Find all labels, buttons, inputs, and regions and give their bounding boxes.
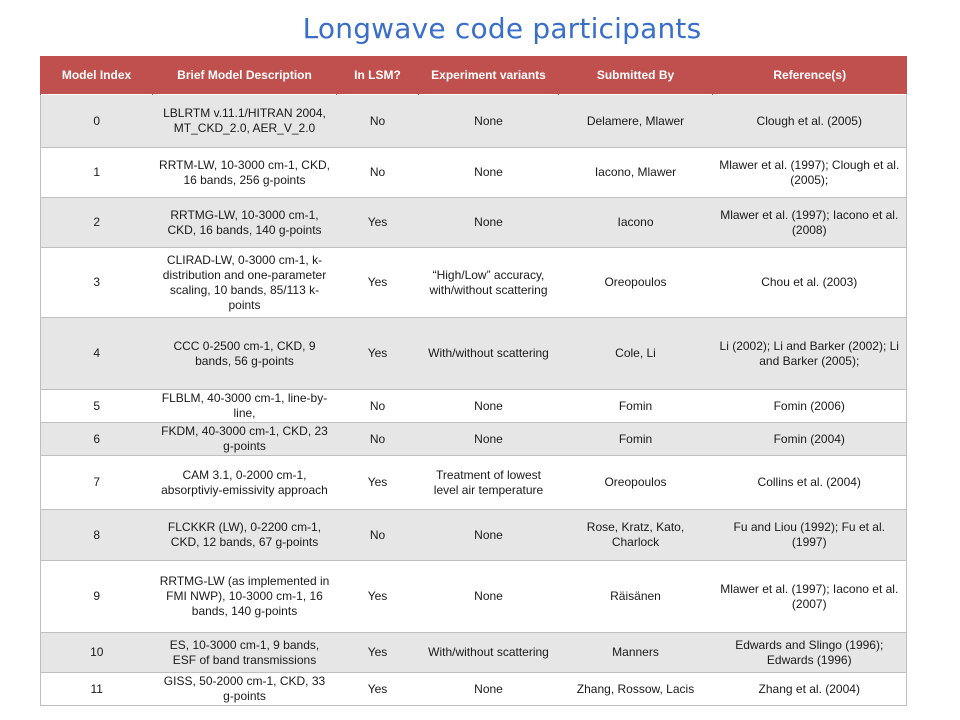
cell-submitted-by: Manners — [559, 633, 713, 673]
cell-references: Li (2002); Li and Barker (2002); Li and Barker (2005); — [713, 318, 907, 390]
cell-model-index: 7 — [41, 456, 153, 510]
cell-model-index: 5 — [41, 390, 153, 423]
cell-model-index: 3 — [41, 248, 153, 318]
cell-model-description: FLBLM, 40-3000 cm-1, line-by-line, — [153, 390, 337, 423]
table-row — [41, 95, 907, 148]
cell-experiment-variants: None — [419, 673, 559, 706]
cell-references: Fu and Liou (1992); Fu et al. (1997) — [713, 510, 907, 561]
table-row — [41, 318, 907, 390]
cell-model-description: FKDM, 40-3000 cm-1, CKD, 23 g-points — [153, 423, 337, 456]
cell-references: Edwards and Slingo (1996); Edwards (1996) — [713, 633, 907, 673]
cell-submitted-by: Rose, Kratz, Kato, Charlock — [559, 510, 713, 561]
column-header-submitted-by: Submitted By — [559, 56, 713, 95]
cell-submitted-by: Delamere, Mlawer — [559, 95, 713, 148]
cell-in-lsm: Yes — [337, 198, 419, 248]
table-row — [41, 148, 907, 198]
cell-in-lsm: No — [337, 510, 419, 561]
table-row — [41, 423, 907, 456]
cell-experiment-variants: None — [419, 561, 559, 633]
cell-in-lsm: Yes — [337, 248, 419, 318]
cell-references: Mlawer et al. (1997); Iacono et al. (2008) — [713, 198, 907, 248]
table-row — [41, 248, 907, 318]
cell-experiment-variants: None — [419, 510, 559, 561]
cell-submitted-by: Fomin — [559, 390, 713, 423]
table-row — [41, 390, 907, 423]
cell-model-index: 1 — [41, 148, 153, 198]
cell-in-lsm: No — [337, 423, 419, 456]
cell-model-description: RRTM-LW, 10-3000 cm-1, CKD, 16 bands, 256 g-points — [153, 148, 337, 198]
cell-experiment-variants: None — [419, 148, 559, 198]
cell-references: Mlawer et al. (1997); Clough et al. (2005); — [713, 148, 907, 198]
cell-experiment-variants: None — [419, 423, 559, 456]
cell-in-lsm: No — [337, 390, 419, 423]
page-title: Longwave code participants — [302, 12, 702, 45]
cell-model-description: RRTMG-LW (as implemented in FMI NWP), 10-3000 cm-1, 16 bands, 140 g-points — [153, 561, 337, 633]
cell-submitted-by: Iacono, Mlawer — [559, 148, 713, 198]
table-row — [41, 456, 907, 510]
table-row — [41, 198, 907, 248]
table-row — [41, 510, 907, 561]
table-row — [41, 673, 907, 706]
cell-submitted-by: Oreopoulos — [559, 248, 713, 318]
cell-in-lsm: Yes — [337, 673, 419, 706]
cell-submitted-by: Iacono — [559, 198, 713, 248]
cell-submitted-by: Fomin — [559, 423, 713, 456]
cell-model-description: CCC 0-2500 cm-1, CKD, 9 bands, 56 g-points — [153, 318, 337, 390]
cell-model-index: 4 — [41, 318, 153, 390]
cell-references: Zhang et al. (2004) — [713, 673, 907, 706]
cell-submitted-by: Zhang, Rossow, Lacis — [559, 673, 713, 706]
cell-experiment-variants: None — [419, 198, 559, 248]
column-header-references: Reference(s) — [713, 56, 907, 95]
cell-model-index: 0 — [41, 95, 153, 148]
column-header-model-index: Model Index — [41, 56, 153, 95]
table-row — [41, 561, 907, 633]
cell-model-description: CLIRAD-LW, 0-3000 cm-1, k-distribution and one-parameter scaling, 10 bands, 85/113 k-points — [153, 248, 337, 318]
cell-model-description: GISS, 50-2000 cm-1, CKD, 33 g-points — [153, 673, 337, 706]
cell-references: Collins et al. (2004) — [713, 456, 907, 510]
column-header-description: Brief Model Description — [153, 56, 337, 95]
cell-model-index: 2 — [41, 198, 153, 248]
cell-model-description: RRTMG-LW, 10-3000 cm-1, CKD, 16 bands, 140 g-points — [153, 198, 337, 248]
cell-experiment-variants: With/without scattering — [419, 318, 559, 390]
cell-in-lsm: Yes — [337, 318, 419, 390]
cell-references: Clough et al. (2005) — [713, 95, 907, 148]
column-header-experiment-variants: Experiment variants — [419, 56, 559, 95]
table-header-row — [41, 56, 907, 95]
cell-references: Fomin (2004) — [713, 423, 907, 456]
cell-model-description: FLCKKR (LW), 0-2200 cm-1, CKD, 12 bands, 67 g-points — [153, 510, 337, 561]
participants-table — [40, 56, 907, 706]
cell-references: Mlawer et al. (1997); Iacono et al. (2007) — [713, 561, 907, 633]
cell-in-lsm: Yes — [337, 633, 419, 673]
cell-experiment-variants: None — [419, 95, 559, 148]
cell-model-description: LBLRTM v.11.1/HITRAN 2004, MT_CKD_2.0, AER_V_2.0 — [153, 95, 337, 148]
cell-references: Fomin (2006) — [713, 390, 907, 423]
column-header-in-lsm: In LSM? — [337, 56, 419, 95]
cell-model-index: 11 — [41, 673, 153, 706]
cell-model-description: CAM 3.1, 0-2000 cm-1, absorptiviy-emissivity approach — [153, 456, 337, 510]
cell-experiment-variants: None — [419, 390, 559, 423]
cell-model-index: 9 — [41, 561, 153, 633]
cell-in-lsm: Yes — [337, 561, 419, 633]
cell-model-description: ES, 10-3000 cm-1, 9 bands, ESF of band transmissions — [153, 633, 337, 673]
cell-experiment-variants: “High/Low” accuracy, with/without scattering — [419, 248, 559, 318]
cell-in-lsm: No — [337, 148, 419, 198]
cell-in-lsm: No — [337, 95, 419, 148]
cell-experiment-variants: With/without scattering — [419, 633, 559, 673]
cell-model-index: 8 — [41, 510, 153, 561]
cell-submitted-by: Räisänen — [559, 561, 713, 633]
cell-in-lsm: Yes — [337, 456, 419, 510]
cell-references: Chou et al. (2003) — [713, 248, 907, 318]
cell-experiment-variants: Treatment of lowest level air temperature — [419, 456, 559, 510]
cell-submitted-by: Oreopoulos — [559, 456, 713, 510]
cell-submitted-by: Cole, Li — [559, 318, 713, 390]
table-row — [41, 633, 907, 673]
cell-model-index: 6 — [41, 423, 153, 456]
cell-model-index: 10 — [41, 633, 153, 673]
